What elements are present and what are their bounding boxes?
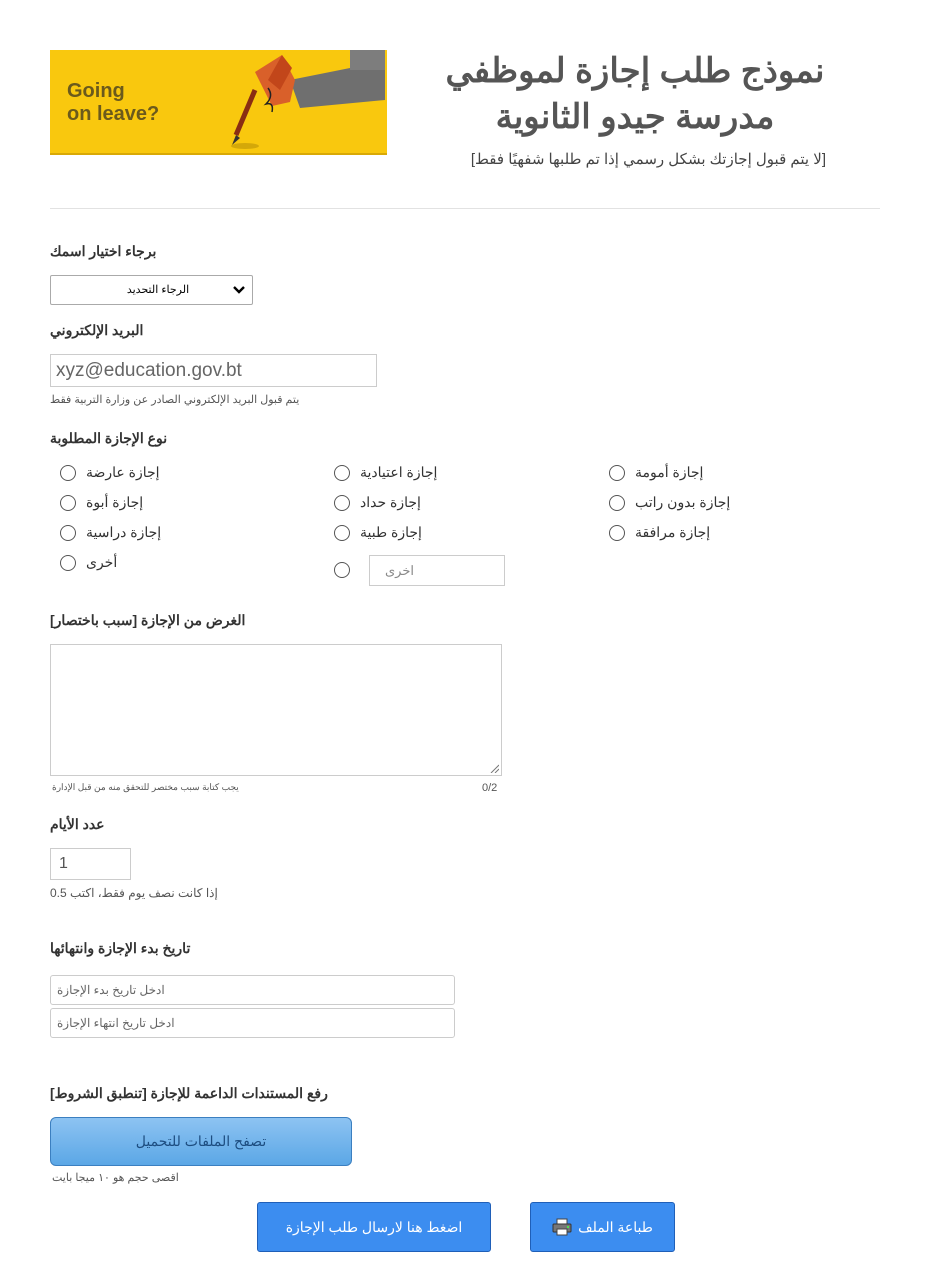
browse-files-button[interactable]: تصفح الملفات للتحميل [50, 1117, 352, 1166]
radio-label: أخرى [86, 554, 118, 570]
radio-escort-leave[interactable] [609, 524, 809, 541]
radio-other-leave[interactable] [60, 554, 260, 571]
purpose-label: الغرض من الإجازة [سبب باختصار] [50, 612, 246, 628]
days-input[interactable]: 1 [50, 848, 131, 880]
page-title: نموذج طلب إجازة لموظفي مدرسة جيدو الثانوية [445, 52, 825, 136]
resize-handle-icon[interactable] [489, 763, 499, 773]
radio-label: إجازة بدون راتب [635, 494, 731, 510]
print-button[interactable] [530, 1202, 675, 1252]
name-select[interactable] [50, 275, 253, 305]
purpose-textarea[interactable] [50, 644, 502, 776]
radio-label: إجازة أمومة [635, 464, 704, 480]
radio-label: إجازة اعتيادية [360, 464, 438, 480]
radio-label: إجازة دراسية [86, 524, 162, 540]
radio-other-custom[interactable] [334, 562, 350, 578]
name-label: برجاء اختيار اسمك [50, 243, 157, 259]
radio-button[interactable] [334, 495, 350, 511]
header-divider [50, 208, 880, 209]
radio-button[interactable] [60, 555, 76, 571]
leave-type-label: نوع الإجازة المطلوبة [50, 430, 168, 446]
purpose-counter: 0/2 [482, 782, 498, 794]
name-select-value: الرجاء التحديد [126, 284, 190, 296]
radio-button[interactable] [609, 465, 625, 481]
email-label: البريد الإلكتروني [50, 322, 144, 338]
upload-hint: اقصى حجم هو ١٠ ميجا بايت [52, 1172, 179, 1184]
radio-paternity-leave[interactable] [60, 494, 260, 511]
radio-bereavement-leave[interactable] [334, 494, 534, 511]
radio-button[interactable] [60, 495, 76, 511]
radio-button[interactable] [60, 525, 76, 541]
start-date-input[interactable]: ادخل تاريخ بدء الإجازة [50, 975, 455, 1005]
submit-leave-button[interactable]: اضغط هنا لارسال طلب الإجازة [257, 1202, 491, 1252]
radio-annual-leave[interactable] [334, 464, 534, 481]
radio-button[interactable] [609, 525, 625, 541]
other-leave-input[interactable]: اخرى [369, 555, 505, 586]
page-subtitle: [لا يتم قبول إجازتك بشكل رسمي إذا تم طلبها شفهيًا فقط] [470, 151, 826, 168]
chevron-down-icon [232, 284, 246, 296]
radio-casual-leave[interactable] [60, 464, 260, 481]
radio-button[interactable] [334, 465, 350, 481]
end-date-input[interactable]: ادخل تاريخ انتهاء الإجازة [50, 1008, 455, 1038]
banner-text: Going on leave? [67, 80, 160, 125]
radio-label: إجازة مرافقة [635, 524, 711, 540]
radio-medical-leave[interactable] [334, 524, 534, 541]
radio-label: إجازة طبية [360, 524, 422, 540]
email-hint: يتم قبول البريد الإلكتروني الصادر عن وزارة التربية فقط [50, 394, 300, 406]
days-hint: إذا كانت نصف يوم فقط، اكتب 0.5 [50, 886, 218, 900]
radio-button[interactable] [60, 465, 76, 481]
radio-label: إجازة أبوة [86, 494, 144, 510]
radio-button[interactable] [609, 495, 625, 511]
radio-study-leave[interactable] [60, 524, 260, 541]
print-button-label: طباعة الملف [578, 1218, 653, 1235]
upload-label: رفع المستندات الداعمة للإجازة [تنطبق الشروط] [50, 1085, 328, 1101]
going-on-leave-banner [50, 50, 387, 155]
days-label: عدد الأيام [50, 816, 105, 832]
printer-icon [552, 1218, 572, 1236]
radio-unpaid-leave[interactable] [609, 494, 809, 511]
radio-label: إجازة حداد [360, 494, 421, 510]
radio-maternity-leave[interactable] [609, 464, 809, 481]
radio-label: إجازة عارضة [86, 464, 160, 480]
purpose-hint: يجب كتابة سبب مختصر للتحقق منه من قبل الإدارة [52, 782, 239, 792]
email-input[interactable]: xyz@education.gov.bt [50, 354, 377, 387]
dates-label: تاريخ بدء الإجازة وانتهائها [50, 940, 191, 956]
radio-button[interactable] [334, 525, 350, 541]
